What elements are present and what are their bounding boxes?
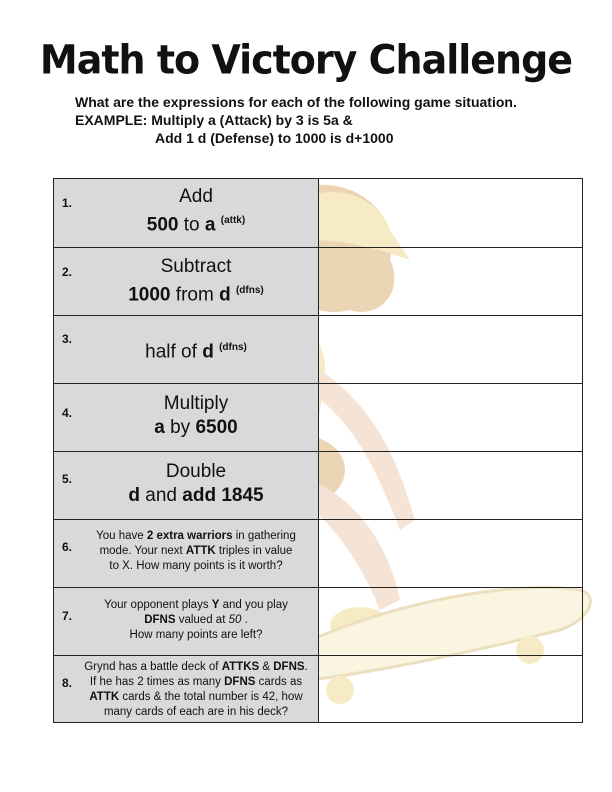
question-fragment: DFNS: [273, 661, 305, 673]
question-variable: d: [128, 485, 140, 506]
question-row: [54, 315, 582, 383]
question-word: by: [164, 417, 196, 438]
question-fragment: If he has 2 times as many: [89, 676, 225, 688]
question-word: and: [140, 485, 183, 506]
question-text: [74, 255, 318, 307]
question-verb: Multiply: [163, 393, 229, 414]
question-variable: d: [202, 341, 214, 363]
question-variable: a: [154, 417, 165, 438]
question-fragment: How many points are left?: [129, 629, 263, 641]
question-fragment: triples in value: [215, 545, 293, 557]
question-text: [74, 392, 318, 440]
question-text: [74, 529, 318, 574]
question-fragment: Grynd has a battle deck of: [84, 661, 222, 673]
question-value: 500: [146, 214, 179, 236]
variable-note: (attk): [220, 215, 246, 226]
question-number: 6.: [62, 540, 73, 554]
instructions-example: EXAMPLE: Multiply a (Attack) by 3 is 5a &: [75, 112, 353, 128]
page-title: Math to Victory Challenge: [39, 36, 573, 84]
question-row: [54, 179, 582, 247]
question-verb: Add: [179, 186, 213, 207]
question-fragment: 50: [228, 614, 242, 626]
question-fragment: valued at: [175, 614, 229, 626]
question-fragment: Y: [211, 599, 220, 611]
variable-note: (dfns): [219, 342, 247, 353]
question-text: [74, 660, 318, 720]
question-fragment: DFNS: [144, 614, 176, 626]
question-variable: a: [204, 214, 216, 236]
question-value: add 1845: [182, 485, 264, 506]
question-fragment: ATTKS: [221, 661, 260, 673]
question-fragment: mode. Your next: [99, 545, 186, 557]
question-fragment: ATTK: [89, 691, 120, 703]
question-fragment: many cards of each are in his deck?: [103, 706, 289, 718]
question-row: [54, 519, 582, 587]
worksheet-table: [53, 178, 583, 723]
question-value: 6500: [195, 417, 238, 438]
question-number: 4.: [62, 406, 73, 420]
question-variable: d: [219, 284, 231, 306]
question-verb: Double: [165, 461, 227, 482]
question-text: [74, 598, 318, 643]
question-number: 8.: [62, 676, 73, 690]
question-row: [54, 247, 582, 315]
question-fragment: Your opponent plays: [104, 599, 212, 611]
question-word: to: [178, 214, 205, 236]
variable-note: (dfns): [235, 285, 264, 296]
question-fragment: You have: [96, 530, 147, 542]
question-fragment: cards & the total number is 42, how: [119, 691, 303, 703]
question-text: [74, 185, 318, 237]
question-number: 7.: [62, 609, 73, 623]
question-verb: half of: [145, 341, 203, 363]
question-value: 1000: [128, 284, 171, 306]
question-row: [54, 383, 582, 451]
question-fragment: .: [304, 661, 308, 673]
question-fragment: &: [259, 661, 274, 673]
question-word: from: [170, 284, 220, 306]
question-fragment: DFNS: [224, 676, 256, 688]
question-number: 3.: [62, 332, 73, 346]
question-fragment: ATTK: [185, 545, 216, 557]
question-fragment: 2 extra warriors: [146, 530, 233, 542]
question-row: [54, 451, 582, 519]
question-fragment: in gathering: [232, 530, 296, 542]
question-fragment: and you play: [219, 599, 288, 611]
question-number: 1.: [62, 196, 73, 210]
question-text: [74, 460, 318, 508]
question-fragment: to X. How many points is it worth?: [109, 560, 283, 572]
instructions-example-cont: Add 1 d (Defense) to 1000 is d+1000: [155, 130, 394, 146]
instructions: [75, 93, 517, 147]
question-number: 5.: [62, 472, 73, 486]
question-row: [54, 655, 582, 722]
instructions-line: What are the expressions for each of the following game situation.: [75, 94, 517, 110]
question-fragment: .: [241, 614, 248, 626]
question-row: [54, 587, 582, 655]
question-text: [74, 336, 318, 364]
question-fragment: cards as: [255, 676, 303, 688]
question-number: 2.: [62, 265, 73, 279]
question-verb: Subtract: [160, 256, 232, 277]
